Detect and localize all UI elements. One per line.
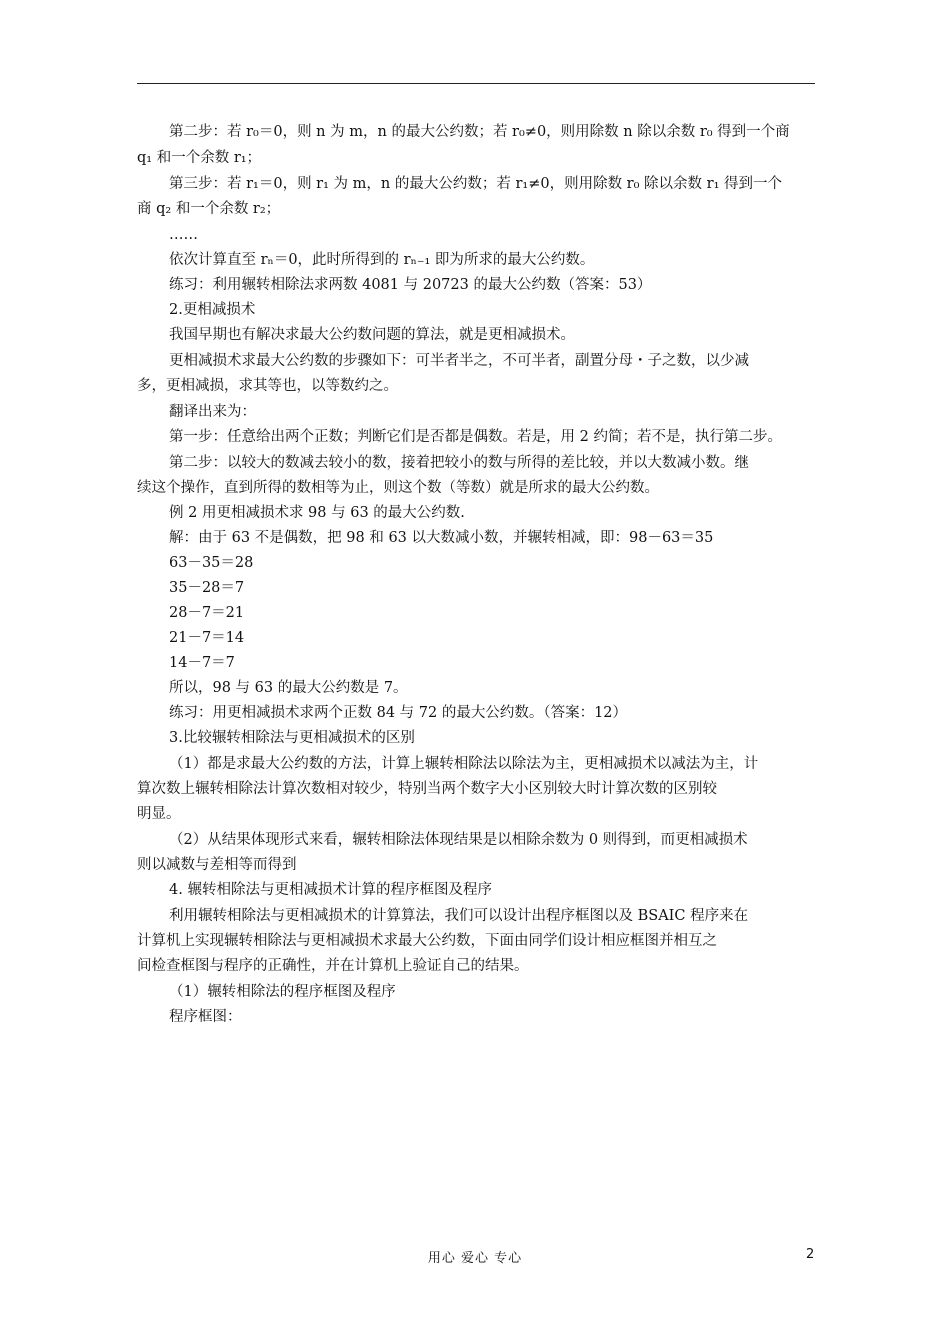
calc-step: 63－35＝28 <box>169 555 254 571</box>
paragraph-line: 第二步：若 r₀＝0，则 n 为 m，n 的最大公约数；若 r₀≠0，则用除数 n 除以余数 r₀ 得到一个商 <box>169 124 790 140</box>
paragraph-line: 多，更相减损，求其等也，以等数约之。 <box>137 378 398 394</box>
paragraph-line: 明显。 <box>137 806 181 822</box>
exercise-line: 练习：用更相减损术求两个正数 84 与 72 的最大公约数。（答案：12） <box>169 705 628 721</box>
paragraph-line: 更相减损术求最大公约数的步骤如下：可半者半之，不可半者，副置分母・子之数，以少减 <box>169 353 749 369</box>
paragraph-line: 程序框图： <box>169 1009 242 1025</box>
paragraph-line: 利用辗转相除法与更相减损术的计算算法，我们可以设计出程序框图以及 BSAIC 程序来在 <box>169 908 749 924</box>
paragraph-line: q₁ 和一个余数 r₁； <box>137 150 262 166</box>
calc-step: 28－7＝21 <box>169 605 245 621</box>
section-heading: 3.比较辗转相除法与更相减损术的区别 <box>169 730 415 746</box>
calc-step: 21－7＝14 <box>169 630 245 646</box>
conclusion-line: 所以，98 与 63 的最大公约数是 7。 <box>169 680 408 696</box>
example-title: 例 2 用更相减损术求 98 与 63 的最大公约数. <box>169 505 465 521</box>
paragraph-line: 第二步：以较大的数减去较小的数，接着把较小的数与所得的差比较，并以大数减小数。继 <box>169 455 749 471</box>
paragraph-line: 我国早期也有解决求最大公约数问题的算法，就是更相减损术。 <box>169 327 575 343</box>
paragraph-line: 翻译出来为： <box>169 404 256 420</box>
paragraph-line: 依次计算直至 rₙ＝0，此时所得到的 rₙ₋₁ 即为所求的最大公约数。 <box>169 252 595 268</box>
paragraph-line: 算次数上辗转相除法计算次数相对较少，特别当两个数字大小区别较大时计算次数的区别较 <box>137 781 717 797</box>
footer-motto: 用心 爱心 专心 <box>427 1251 523 1266</box>
section-heading: 2.更相减损术 <box>169 302 256 318</box>
subsection-heading: （1）辗转相除法的程序框图及程序 <box>169 984 396 1000</box>
paragraph-line: 则以减数与差相等而得到 <box>137 857 297 873</box>
paragraph-line: （1）都是求最大公约数的方法，计算上辗转相除法以除法为主，更相减损术以减法为主，计 <box>169 756 759 772</box>
header-rule <box>137 83 815 84</box>
paragraph-line: 商 q₂ 和一个余数 r₂； <box>137 201 281 217</box>
paragraph-line: 第三步：若 r₁＝0，则 r₁ 为 m，n 的最大公约数；若 r₁≠0，则用除数 r₀ 除以余数 r₁ 得到一个 <box>169 176 782 192</box>
ellipsis-line: …… <box>169 227 198 243</box>
paragraph-line: 间检查框图与程序的正确性，并在计算机上验证自己的结果。 <box>137 958 529 974</box>
solution-line: 解：由于 63 不是偶数，把 98 和 63 以大数减小数，并辗转相减，即：98－63＝35 <box>169 530 714 546</box>
exercise-line: 练习：利用辗转相除法求两数 4081 与 20723 的最大公约数（答案：53） <box>169 277 652 293</box>
calc-step: 35－28＝7 <box>169 580 245 596</box>
calc-step: 14－7＝7 <box>169 655 235 671</box>
paragraph-line: 第一步：任意给出两个正数；判断它们是否都是偶数。若是，用 2 约简；若不是，执行第二步。 <box>169 429 782 445</box>
paragraph-line: 计算机上实现辗转相除法与更相减损术求最大公约数，下面由同学们设计相应框图并相互之 <box>137 933 717 949</box>
page-number: 2 <box>806 1247 815 1262</box>
paragraph-line: 续这个操作，直到所得的数相等为止，则这个数（等数）就是所求的最大公约数。 <box>137 480 659 496</box>
section-heading: 4. 辗转相除法与更相减损术计算的程序框图及程序 <box>169 882 492 898</box>
paragraph-line: （2）从结果体现形式来看，辗转相除法体现结果是以相除余数为 0 则得到，而更相减损术 <box>169 832 748 848</box>
